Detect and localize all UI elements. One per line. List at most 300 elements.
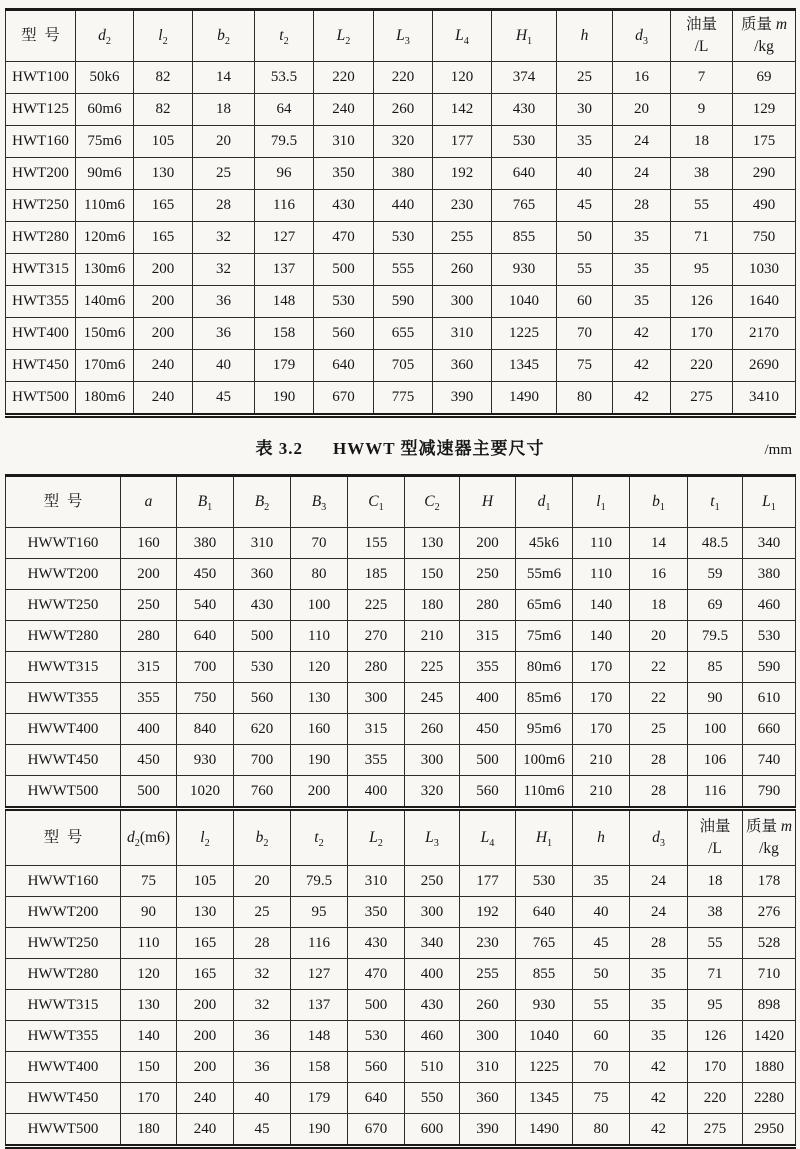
table-cell: 116 [255,190,314,222]
col-l2: $l_2$ [134,10,193,62]
col-B1: $B_1$ [177,476,234,528]
table-cell: 80 [291,559,348,590]
table-cell: 80 [573,1114,630,1147]
col-model: 型 号 [6,476,121,528]
table-cell: 16 [613,62,671,94]
table-cell: 840 [177,714,234,745]
table-cell: 170 [573,652,630,683]
col-l2: $l_2$ [177,809,234,866]
table-cell: 790 [743,776,796,809]
table-cell: 190 [255,382,314,416]
col-H1: $H_1$ [516,809,573,866]
table-cell: 200 [134,254,193,286]
table-cell: 140 [121,1021,177,1052]
table-cell: 179 [291,1083,348,1114]
table-cell: 240 [134,382,193,416]
col-a: a [121,476,177,528]
table-cell: 137 [255,254,314,286]
table-cell: 75 [573,1083,630,1114]
table-cell: 120 [433,62,492,94]
table-cell: 260 [460,990,516,1021]
table-cell: 1490 [492,382,557,416]
table-cell: 555 [374,254,433,286]
table-cell: 24 [613,158,671,190]
table-cell: 28 [613,190,671,222]
table-cell: 320 [374,126,433,158]
table-cell: 79.5 [255,126,314,158]
table-cell: 210 [405,621,460,652]
table-cell: 126 [688,1021,743,1052]
row-model: HWT280 [6,222,76,254]
table-cell: 105 [134,126,193,158]
table-cell: 560 [314,318,374,350]
table-cell: 179 [255,350,314,382]
table-cell: 240 [177,1083,234,1114]
table-cell: 1040 [492,286,557,318]
col-L3: $L_3$ [374,10,433,62]
table-cell: 45k6 [516,528,573,559]
table-cell: 380 [374,158,433,190]
table-row [6,683,796,714]
table-cell: 400 [405,959,460,990]
col-t2: $t_2$ [291,809,348,866]
table-cell: 560 [348,1052,405,1083]
table-cell: 670 [314,382,374,416]
table-cell: 610 [743,683,796,714]
hwwt-upper-body [6,528,796,809]
table-cell: 28 [193,190,255,222]
col-B3: $B_3$ [291,476,348,528]
table-cell: 45 [557,190,613,222]
table-cell: 140 [573,590,630,621]
table-cell: 30 [557,94,613,126]
table-cell: 930 [177,745,234,776]
table-cell: 36 [234,1052,291,1083]
table-cell: 530 [516,866,573,897]
table-cell: 276 [743,897,796,928]
table-cell: 85m6 [516,683,573,714]
table-row [6,1114,796,1147]
table-cell: 140 [573,621,630,652]
table-cell: 240 [134,350,193,382]
table-cell: 765 [516,928,573,959]
table-cell: 110 [121,928,177,959]
table-cell: 1345 [516,1083,573,1114]
table-cell: 90 [121,897,177,928]
table-cell: 200 [134,286,193,318]
table-cell: 2690 [733,350,796,382]
table-cell: 170 [688,1052,743,1083]
table-cell: 400 [460,683,516,714]
row-model: HWWT400 [6,1052,121,1083]
table-cell: 137 [291,990,348,1021]
table-cell: 360 [460,1083,516,1114]
table-cell: 310 [348,866,405,897]
table-cell: 528 [743,928,796,959]
table-cell: 90m6 [76,158,134,190]
table-row [6,190,796,222]
table-cell: 765 [492,190,557,222]
hwwt-reducer-dimensions-table [5,474,796,1149]
table-cell: 110m6 [76,190,134,222]
table-cell: 490 [733,190,796,222]
table-cell: 129 [733,94,796,126]
table-row [6,94,796,126]
table-cell: 250 [405,866,460,897]
table-cell: 90 [688,683,743,714]
table-cell: 18 [688,866,743,897]
table-cell: 460 [743,590,796,621]
table-cell: 126 [671,286,733,318]
table-cell: 355 [348,745,405,776]
table-cell: 640 [516,897,573,928]
table-cell: 100m6 [516,745,573,776]
table-cell: 260 [433,254,492,286]
table-cell: 20 [234,866,291,897]
table-row [6,745,796,776]
row-model: HWWT280 [6,621,121,652]
col-d3: $d_3$ [630,809,688,866]
table-cell: 260 [405,714,460,745]
table-cell: 28 [630,776,688,809]
table-cell: 32 [234,990,291,1021]
table-cell: 130 [121,990,177,1021]
table-cell: 35 [613,222,671,254]
table-cell: 240 [177,1114,234,1147]
table-cell: 60m6 [76,94,134,126]
table-cell: 14 [193,62,255,94]
hwwt-lower-header [6,809,796,866]
table-cell: 470 [348,959,405,990]
table-cell: 530 [743,621,796,652]
table-cell: 500 [121,776,177,809]
table-cell: 500 [460,745,516,776]
col-h: h [557,10,613,62]
table-cell: 210 [573,776,630,809]
table-cell: 700 [234,745,291,776]
table-cell: 16 [630,559,688,590]
table-cell: 200 [177,1052,234,1083]
table-cell: 930 [492,254,557,286]
table-cell: 20 [613,94,671,126]
table-cell: 60 [557,286,613,318]
col-t2: $t_2$ [255,10,314,62]
table-cell: 200 [177,1021,234,1052]
hwwt-upper-header [6,476,796,528]
table-cell: 35 [630,1021,688,1052]
table-cell: 55m6 [516,559,573,590]
table-cell: 95 [291,897,348,928]
row-model: HWWT200 [6,897,121,928]
table-cell: 360 [234,559,291,590]
table-cell: 18 [630,590,688,621]
table-cell: 855 [492,222,557,254]
table-cell: 250 [460,559,516,590]
table-cell: 340 [405,928,460,959]
table-cell: 48.5 [688,528,743,559]
row-model: HWWT450 [6,745,121,776]
table-cell: 40 [193,350,255,382]
col-oil-volume: 油量 /L [671,10,733,62]
table-cell: 75m6 [516,621,573,652]
table-cell: 2280 [743,1083,796,1114]
table-cell: 1880 [743,1052,796,1083]
table-cell: 28 [234,928,291,959]
table-cell: 390 [460,1114,516,1147]
table-cell: 275 [671,382,733,416]
table-cell: 310 [460,1052,516,1083]
table-cell: 35 [613,254,671,286]
table-cell: 320 [405,776,460,809]
table-cell: 3410 [733,382,796,416]
col-H: H [460,476,516,528]
table-cell: 120m6 [76,222,134,254]
table-cell: 160 [121,528,177,559]
table-cell: 430 [234,590,291,621]
table-cell: 560 [460,776,516,809]
table-cell: 55 [557,254,613,286]
caption-unit-mm: /mm [764,442,792,458]
row-model: HWT450 [6,350,76,382]
table-cell: 930 [516,990,573,1021]
table-cell: 1020 [177,776,234,809]
table-cell: 70 [291,528,348,559]
col-t1: $t_1$ [688,476,743,528]
table-cell: 600 [405,1114,460,1147]
table-cell: 130m6 [76,254,134,286]
table-row [6,928,796,959]
table-row [6,559,796,590]
table-cell: 1640 [733,286,796,318]
header-row [6,10,796,62]
table-cell: 705 [374,350,433,382]
row-model: HWWT160 [6,866,121,897]
table-cell: 1040 [516,1021,573,1052]
col-h: h [573,809,630,866]
table-cell: 71 [688,959,743,990]
table-cell: 148 [291,1021,348,1052]
row-model: HWT315 [6,254,76,286]
table-cell: 1030 [733,254,796,286]
table-cell: 165 [177,928,234,959]
table-cell: 42 [630,1114,688,1147]
row-model: HWWT160 [6,528,121,559]
table-cell: 40 [234,1083,291,1114]
row-model: HWT250 [6,190,76,222]
table-cell: 42 [613,318,671,350]
table-cell: 855 [516,959,573,990]
table-cell: 280 [348,652,405,683]
table-row [6,126,796,158]
table-cell: 22 [630,652,688,683]
table-cell: 450 [121,745,177,776]
table-cell: 530 [348,1021,405,1052]
table-row [6,1021,796,1052]
table-cell: 355 [460,652,516,683]
table-cell: 130 [134,158,193,190]
table-cell: 130 [405,528,460,559]
table-cell: 290 [733,158,796,190]
table-cell: 180m6 [76,382,134,416]
row-model: HWWT250 [6,590,121,621]
col-H1: $H_1$ [492,10,557,62]
row-model: HWT355 [6,286,76,318]
table-cell: 640 [348,1083,405,1114]
col-d2-m6: $d_2(m6)$ [121,809,177,866]
table-row [6,652,796,683]
row-model: HWT200 [6,158,76,190]
table-cell: 430 [492,94,557,126]
table-cell: 250 [121,590,177,621]
row-model: HWWT450 [6,1083,121,1114]
table-cell: 53.5 [255,62,314,94]
table-row [6,776,796,809]
table-cell: 35 [573,866,630,897]
table-cell: 300 [460,1021,516,1052]
table-cell: 2950 [743,1114,796,1147]
table-cell: 590 [743,652,796,683]
table-cell: 220 [314,62,374,94]
table-cell: 160 [291,714,348,745]
table-cell: 158 [255,318,314,350]
table-cell: 530 [314,286,374,318]
table-cell: 95m6 [516,714,573,745]
table-cell: 42 [630,1052,688,1083]
table-cell: 127 [291,959,348,990]
table-cell: 315 [460,621,516,652]
table-cell: 775 [374,382,433,416]
table-cell: 390 [433,382,492,416]
table-row [6,1083,796,1114]
col-C1: $C_1$ [348,476,405,528]
table-cell: 190 [291,1114,348,1147]
caption-title: HWWT 型减速器主要尺寸 [332,438,545,458]
table-cell: 530 [234,652,291,683]
table-row [6,62,796,94]
table-cell: 400 [348,776,405,809]
col-d1: $d_1$ [516,476,573,528]
row-model: HWT400 [6,318,76,350]
col-b2: $b_2$ [234,809,291,866]
table-cell: 50 [573,959,630,990]
table-cell: 380 [743,559,796,590]
table-cell: 177 [460,866,516,897]
table-cell: 150m6 [76,318,134,350]
table-cell: 75 [121,866,177,897]
table-cell: 38 [671,158,733,190]
table-cell: 300 [405,745,460,776]
table-cell: 69 [688,590,743,621]
table-cell: 180 [121,1114,177,1147]
table-cell: 450 [460,714,516,745]
table-cell: 95 [688,990,743,1021]
caption-text [255,434,544,459]
row-model: HWWT280 [6,959,121,990]
table-cell: 350 [348,897,405,928]
table-cell: 355 [121,683,177,714]
table-cell: 430 [348,928,405,959]
table-cell: 240 [314,94,374,126]
table-cell: 28 [630,928,688,959]
table-cell: 280 [460,590,516,621]
table-cell: 45 [573,928,630,959]
table-cell: 42 [613,350,671,382]
table-cell: 170 [573,714,630,745]
table-cell: 200 [134,318,193,350]
table-cell: 35 [630,990,688,1021]
table-cell: 82 [134,94,193,126]
table-cell: 660 [743,714,796,745]
table-cell: 245 [405,683,460,714]
table-cell: 36 [193,318,255,350]
table-cell: 165 [177,959,234,990]
row-model: HWT100 [6,62,76,94]
table-cell: 450 [177,559,234,590]
table-cell: 35 [557,126,613,158]
col-C2: $C_2$ [405,476,460,528]
table-cell: 1225 [516,1052,573,1083]
table-cell: 185 [348,559,405,590]
col-d2: $d_2$ [76,10,134,62]
table-cell: 440 [374,190,433,222]
header-row [6,809,796,866]
table-cell: 165 [134,190,193,222]
table-cell: 315 [348,714,405,745]
row-model: HWT500 [6,382,76,416]
table-cell: 55 [688,928,743,959]
table-row [6,590,796,621]
table-cell: 110 [291,621,348,652]
table-cell: 130 [291,683,348,714]
table-cell: 500 [314,254,374,286]
table-cell: 177 [433,126,492,158]
table-cell: 35 [630,959,688,990]
table-cell: 42 [613,382,671,416]
table-row [6,222,796,254]
table-cell: 22 [630,683,688,714]
table-cell: 300 [433,286,492,318]
table-row [6,286,796,318]
table-cell: 700 [177,652,234,683]
table-cell: 158 [291,1052,348,1083]
table-cell: 7 [671,62,733,94]
table-row [6,382,796,416]
table-cell: 75m6 [76,126,134,158]
table-cell: 192 [433,158,492,190]
table-cell: 530 [374,222,433,254]
table-cell: 50k6 [76,62,134,94]
col-b1: $b_1$ [630,476,688,528]
table-cell: 59 [688,559,743,590]
table-cell: 32 [193,254,255,286]
table-cell: 430 [314,190,374,222]
table-cell: 142 [433,94,492,126]
table-cell: 105 [177,866,234,897]
table-cell: 95 [671,254,733,286]
table-cell: 18 [671,126,733,158]
col-B2: $B_2$ [234,476,291,528]
table-cell: 500 [348,990,405,1021]
caption-number: 表 3.2 [255,438,303,458]
table-cell: 148 [255,286,314,318]
table-cell: 106 [688,745,743,776]
table-cell: 460 [405,1021,460,1052]
table-cell: 180 [405,590,460,621]
table-cell: 655 [374,318,433,350]
table-cell: 2170 [733,318,796,350]
table-cell: 1420 [743,1021,796,1052]
table-cell: 32 [193,222,255,254]
